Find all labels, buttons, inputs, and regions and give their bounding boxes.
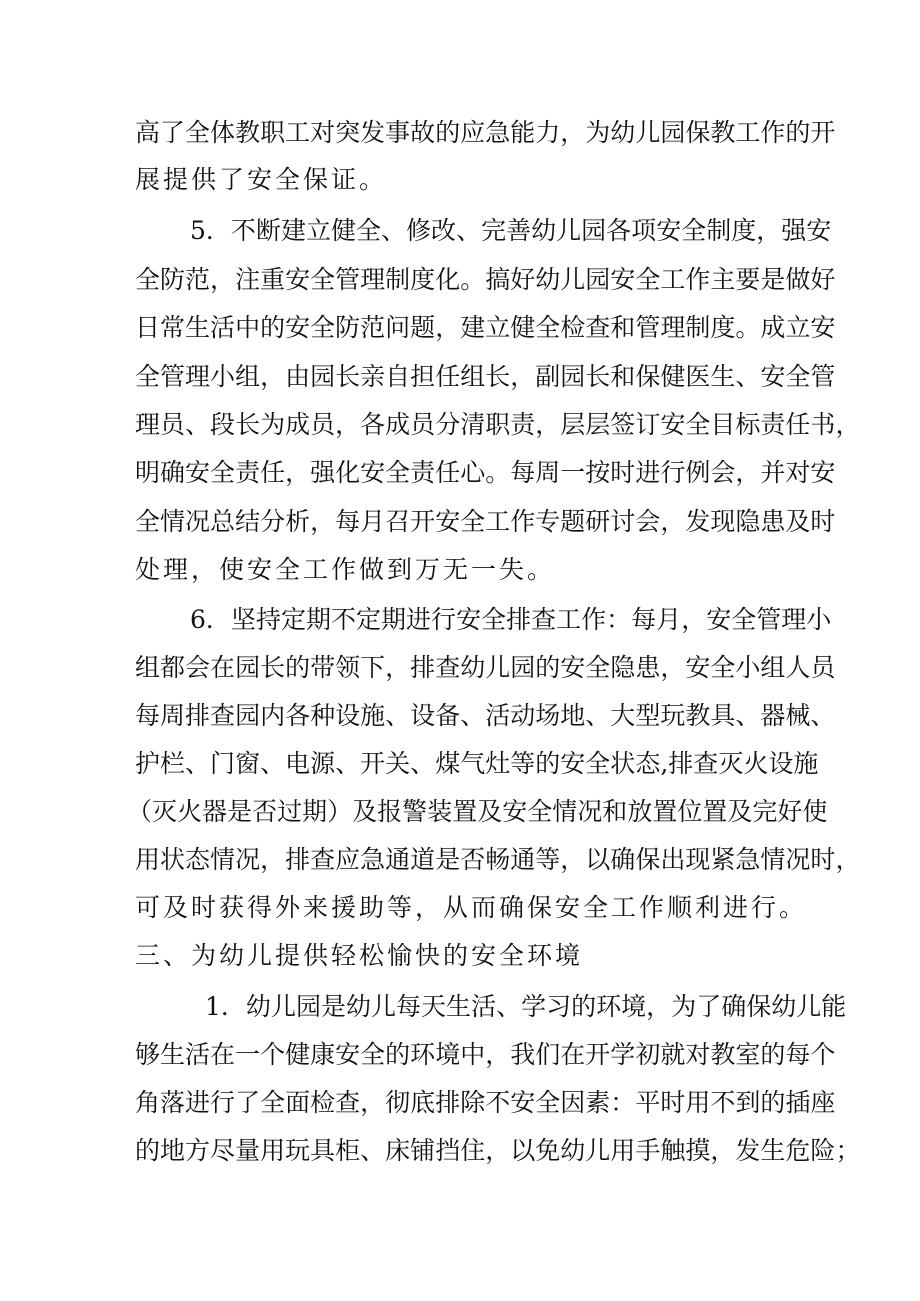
text-line: 可及时获得外来援助等，从而确保安全工作顺利进行。 xyxy=(135,893,808,922)
text-line: 的 地 方 尽 量 用 玩 具 柜 、 床 铺 挡 住 ， 以 免 幼 儿 用 手 触 摸 ， 发 生 危 险 ； xyxy=(135,1136,861,1165)
text-line: 护 栏 、 门 窗 、 电 源 、 开 关 、 煤 气 灶 等 的 安 全 状 态 , 排 查 灭 火 设 施 xyxy=(135,749,819,778)
text-line: 展提供了安全保证。 xyxy=(135,165,388,194)
text-line: 全 情 况 总 结 分 析 ， 每 月 召 开 安 全 工 作 专 题 研 讨 会 ， 发 现 隐 患 及 时 xyxy=(135,507,836,536)
text-line: 每 周 排 查 园 内 各 种 设 施 、 设 备 、 活 动 场 地 、 大 型 玩 教 具 、 器 械 、 xyxy=(135,701,836,730)
section-heading-3: 三、为幼儿提供轻松愉快的安全环境 xyxy=(135,941,584,970)
text-line: （ 灭 火 器 是 否 过 期 ） 及 报 警 装 置 及 安 全 情 况 和 放 置 位 置 及 完 好 使 xyxy=(127,797,828,826)
text-line: 全 管 理 小 组 ， 由 园 长 亲 自 担 任 组 长 ， 副 园 长 和 保 健 医 生 、 安 全 管 xyxy=(135,362,836,391)
text-line: 全 防 范 ， 注 重 安 全 管 理 制 度 化 。 搞 好 幼 儿 园 安 全 工 作 主 要 是 做 好 xyxy=(135,265,836,294)
text-line: 够 生 活 在 一 个 健 康 安 全 的 环 境 中 ， 我 们 在 开 学 初 就 对 教 室 的 每 个 xyxy=(135,1040,836,1069)
text-line: 理 员 、 段 长 为 成 员 ， 各 成 员 分 清 职 责 ， 层 层 签 订 安 全 目 标 责 任 书 ， xyxy=(135,410,861,439)
text-line: 日 常 生 活 中 的 安 全 防 范 问 题 ， 建 立 健 全 检 查 和 管 理 制 度 。 成 立 安 xyxy=(135,313,836,342)
text-line: 组 都 会 在 园 长 的 带 领 下 ， 排 查 幼 儿 园 的 安 全 隐 患 ， 安 全 小 组 人 员 xyxy=(135,653,836,682)
paragraph-6-start: 6 ． 坚 持 定 期 不 定 期 进 行 安 全 排 查 工 作 ： 每 月 ， 安 全 管 理 小 xyxy=(190,605,832,634)
text-line: 角 落 进 行 了 全 面 检 查 ， 彻 底 排 除 不 安 全 因 素 ： 平 时 用 不 到 的 插 座 xyxy=(135,1088,836,1117)
paragraph-1-start: 1 ． 幼 儿 园 是 幼 儿 每 天 生 活 、 学 习 的 环 境 ， 为 了 确 保 幼 儿 能 xyxy=(205,992,847,1021)
text-line: 处理，使安全工作做到万无一失。 xyxy=(135,555,556,584)
text-line: 高 了 全 体 教 职 工 对 突 发 事 故 的 应 急 能 力 ， 为 幼 儿 园 保 教 工 作 的 开 xyxy=(135,118,836,147)
text-line: 明 确 安 全 责 任 ， 强 化 安 全 责 任 心 。 每 周 一 按 时 进 行 例 会 ， 并 对 安 xyxy=(135,458,836,487)
paragraph-5-start: 5 ． 不 断 建 立 健 全 、 修 改 、 完 善 幼 儿 园 各 项 安 全 制 度 ， 强 安 xyxy=(190,216,832,245)
text-line: 用 状 态 情 况 ， 排 查 应 急 通 道 是 否 畅 通 等 ， 以 确 保 出 现 紧 急 情 况 时 ， xyxy=(135,845,861,874)
